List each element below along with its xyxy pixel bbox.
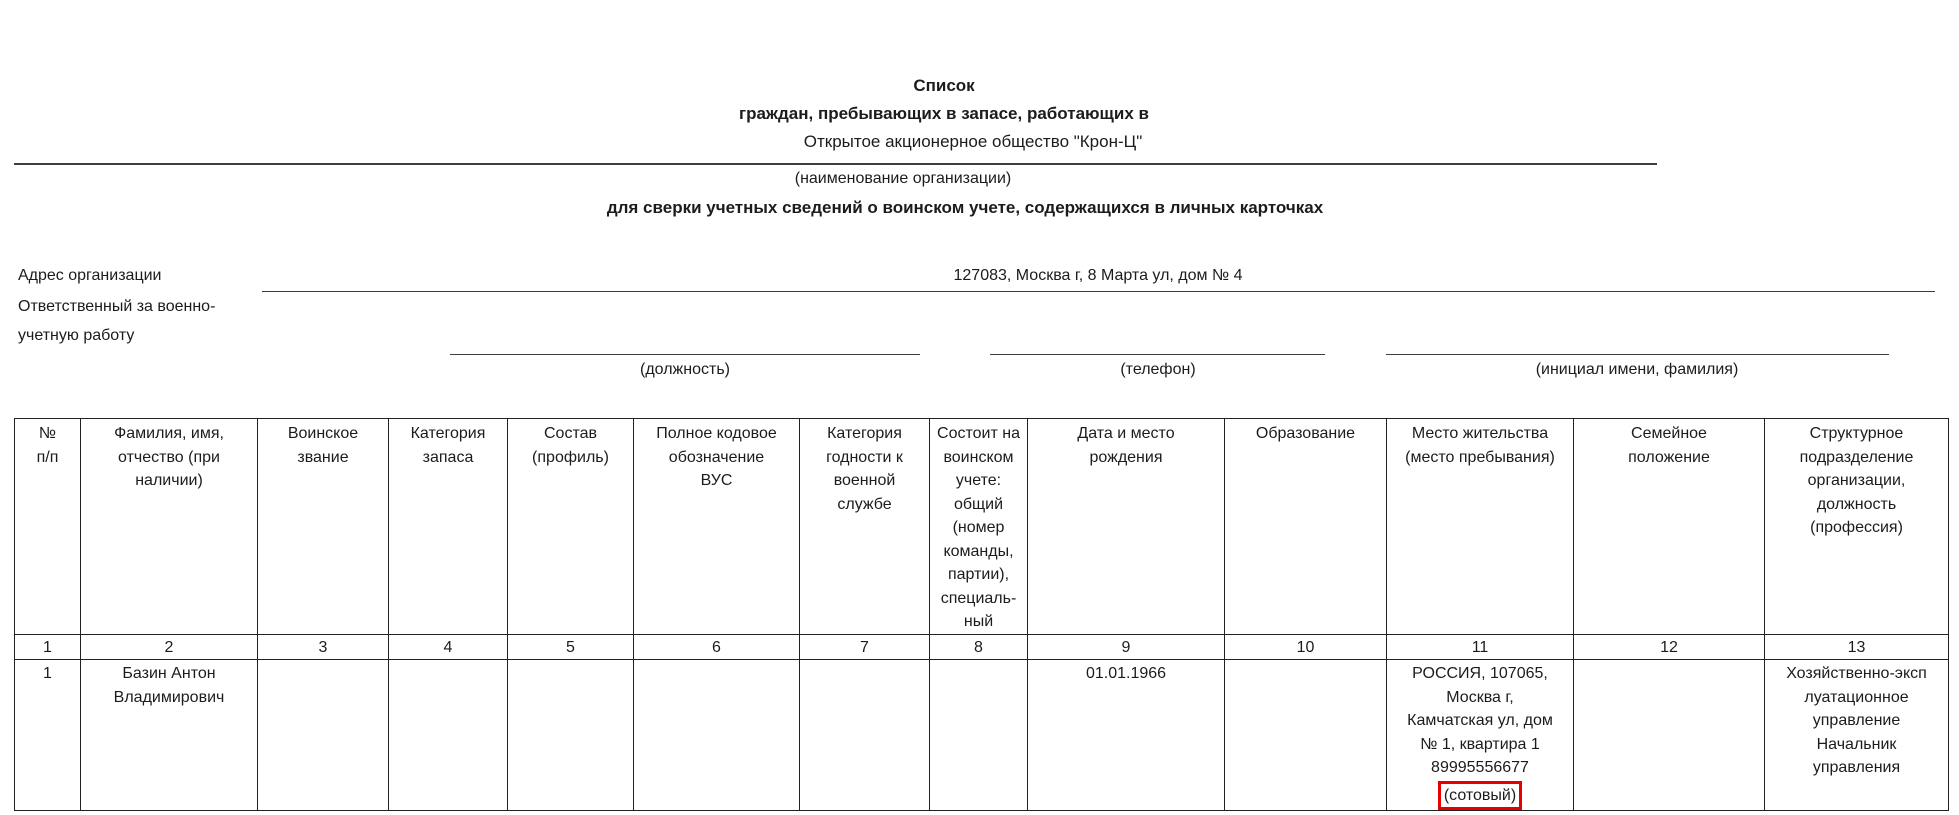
- column-number-cell: 6: [634, 634, 800, 660]
- records-table: [14, 418, 1949, 811]
- header-residence: Место жительства (место пребывания): [1387, 419, 1574, 635]
- highlighted-phone-type: (сотовый): [1438, 781, 1522, 810]
- column-number-cell: 8: [930, 634, 1028, 660]
- name-underline: [1386, 354, 1889, 355]
- header-full-name: Фамилия, имя, отчество (при наличии): [81, 419, 258, 635]
- header-education: Образование: [1225, 419, 1387, 635]
- header-composition: Состав (профиль): [508, 419, 634, 635]
- column-number-cell: 3: [258, 634, 389, 660]
- document-title-line2: граждан, пребывающих в запасе, работающих в: [739, 104, 1149, 123]
- table-header-row: [15, 419, 1949, 635]
- document-title-line1: Список: [913, 76, 975, 95]
- header-birth-date-place: Дата и место рождения: [1028, 419, 1225, 635]
- cell-marital-status: [1574, 660, 1765, 811]
- organization-name: Открытое акционерное общество "Крон-Ц": [803, 132, 1143, 151]
- cell-department: Хозяйственно-эксп луатационное управление Начальник управления: [1765, 660, 1949, 811]
- cell-vus-code: [634, 660, 800, 811]
- organization-name-underline: [14, 163, 1657, 165]
- address-value: 127083, Москва г, 8 Марта ул, дом № 4: [953, 267, 1243, 284]
- cell-composition: [508, 660, 634, 811]
- column-number-cell: 2: [81, 634, 258, 660]
- cell-residence: [1387, 660, 1574, 811]
- cell-full-name: Базин Антон Владимирович: [81, 660, 258, 811]
- header-marital-status: Семейное положение: [1574, 419, 1765, 635]
- cell-military-rank: [258, 660, 389, 811]
- name-caption: (инициал имени, фамилия): [1535, 361, 1739, 378]
- phone-underline: [990, 354, 1325, 355]
- cell-number: 1: [15, 660, 81, 811]
- position-caption: (должность): [640, 361, 730, 378]
- header-fitness-category: Категория годности к военной службе: [800, 419, 930, 635]
- responsible-label-line2: учетную работу: [18, 327, 135, 344]
- phone-caption: (телефон): [1120, 361, 1196, 378]
- address-underline: [262, 291, 1935, 292]
- responsible-label-line1: Ответственный за военно-: [18, 298, 216, 315]
- header-number: № п/п: [15, 419, 81, 635]
- cell-education: [1225, 660, 1387, 811]
- header-military-record: Состоит на воинском учете: общий (номер команды, партии), специаль- ный: [930, 419, 1028, 635]
- column-number-cell: 1: [15, 634, 81, 660]
- cell-military-record: [930, 660, 1028, 811]
- column-number-cell: 5: [508, 634, 634, 660]
- column-number-cell: 4: [389, 634, 508, 660]
- column-number-cell: 7: [800, 634, 930, 660]
- document-title-line3: для сверки учетных сведений о воинском учете, содержащихся в личных карточках: [606, 198, 1324, 217]
- column-number-cell: 13: [1765, 634, 1949, 660]
- position-underline: [450, 354, 920, 355]
- records-table-wrapper: [14, 418, 1949, 811]
- cell-birth-date-place: 01.01.1966: [1028, 660, 1225, 811]
- column-number-cell: 12: [1574, 634, 1765, 660]
- column-number-cell: 11: [1387, 634, 1574, 660]
- organization-caption: (наименование организации): [794, 170, 1012, 187]
- address-label: Адрес организации: [18, 267, 162, 284]
- residence-address: РОССИЯ, 107065, Москва г, Камчатская ул, дом № 1, квартира 1 89995556677: [1407, 665, 1553, 776]
- header-reserve-category: Категория запаса: [389, 419, 508, 635]
- table-row: [15, 660, 1949, 811]
- column-number-cell: 10: [1225, 634, 1387, 660]
- header-department: Структурное подразделение организации, должность (профессия): [1765, 419, 1949, 635]
- column-number-cell: 9: [1028, 634, 1225, 660]
- cell-reserve-category: [389, 660, 508, 811]
- header-military-rank: Воинское звание: [258, 419, 389, 635]
- cell-fitness-category: [800, 660, 930, 811]
- column-numbers-row: [15, 634, 1949, 660]
- header-vus-code: Полное кодовое обозначение ВУС: [634, 419, 800, 635]
